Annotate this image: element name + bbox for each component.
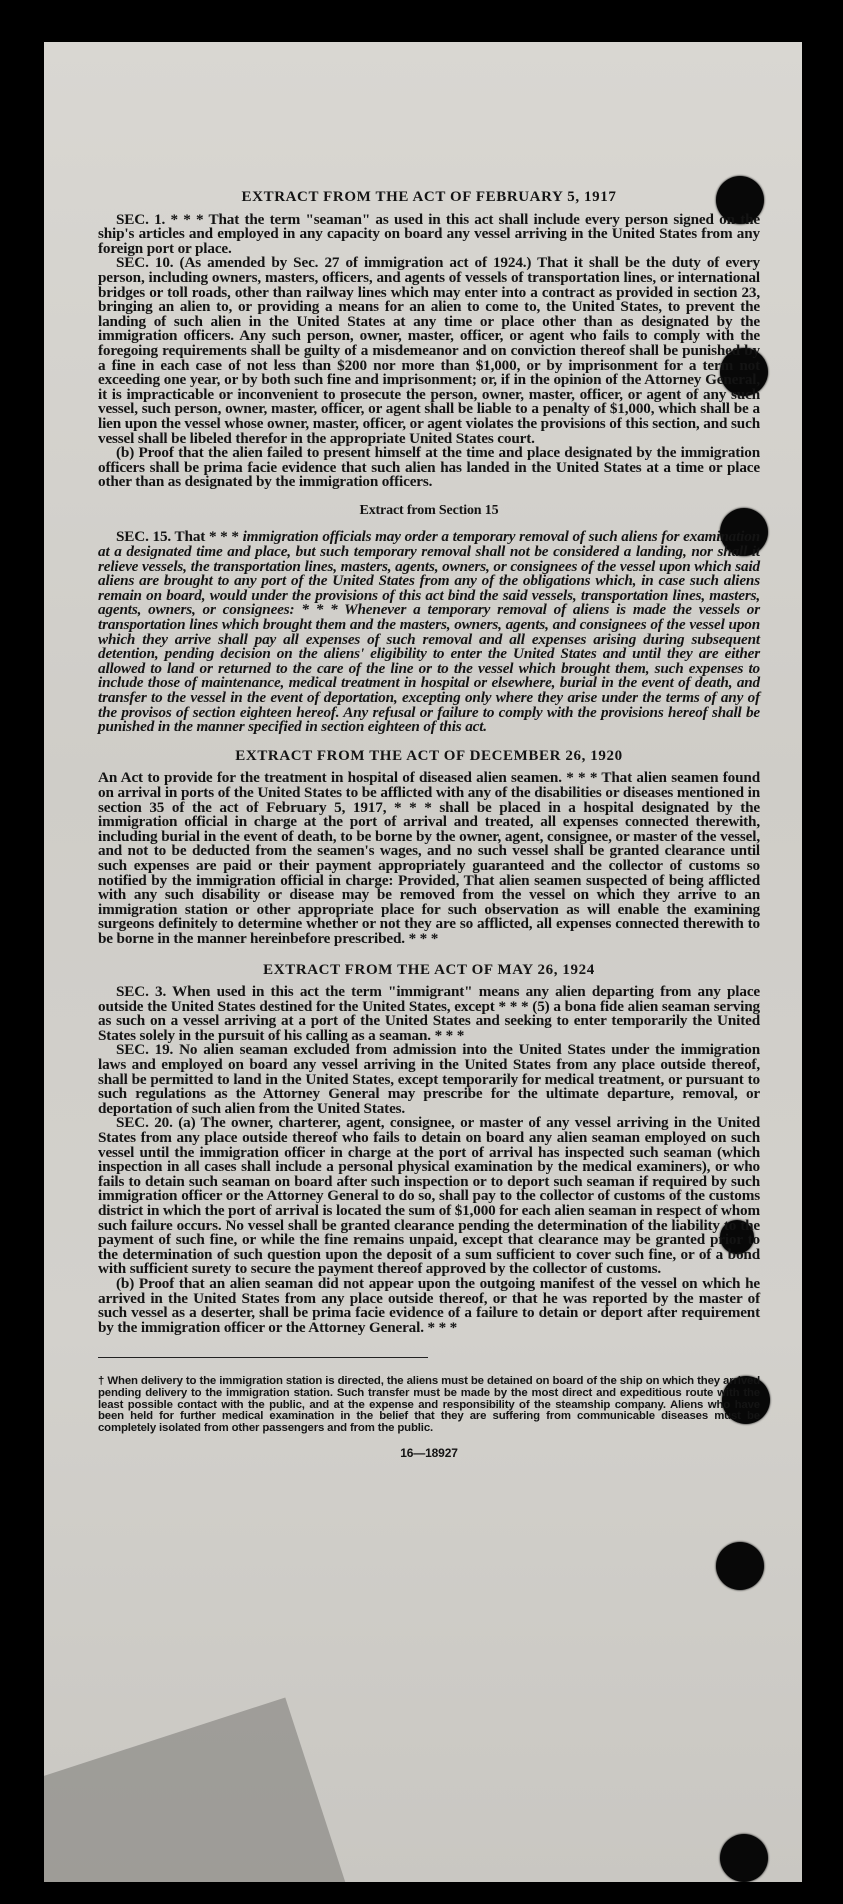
document-page — [44, 42, 802, 1882]
section-15-lead: SEC. 15. That * * * — [116, 528, 243, 546]
section-20b-paragraph: (b) Proof that an alien seaman did not appear upon the outgoing manifest of the vessel on which he arrived in the United States from any place outside thereof, or that he was reported by the master of such vessel as a deserter, shall be prima facie evidence of a failure to detain or deport after requirement by the immigration officer or the Attorney General. * * * — [98, 1274, 760, 1336]
section-15-paragraph — [98, 530, 760, 734]
heading-section-15: Extract from Section 15 — [359, 502, 499, 518]
section-20a-paragraph: SEC. 20. (a) The owner, charterer, agent, consignee, or master of any vessel arriving in the United States from any place outside thereof who fails to detain on board any alien seaman employed on such vessel until the immigration officer in charge at the port of arrival has inspected such seaman (which inspection in all cases shall include a personal physical examination by the medical examiners), or who fails to detain such seaman on board after such inspection or to deport such seaman if required by such immigration officer or the Attorney General to do so, shall pay to the collector of customs of the customs district in which the port of arrival is located the sum of $1,000 for each alien seaman in respect of whom such failure occurs. No vessel shall be granted clearance pending the determination of the liability to the payment of such fine, or while the fine remains unpaid, except that clearance may be granted prior to the determination of such question upon the deposit of a sum sufficient to cover such fine, or of a bond with sufficient surety to secure the payment thereof approved by the collector of customs. — [98, 1114, 760, 1278]
footnote: † When delivery to the immigration station is directed, the aliens must be detained on board of the ship on which they arrived pending delivery to the immigration station. Such transfer must be made by the most direct and expeditious route with the least possible contact with the public, and at the expense and responsibility of the steamship company. Aliens who have been held for further medical examination in the belief that they are suffering from communicable diseases must be completely isolated from other passengers and from the public. — [98, 1375, 760, 1434]
heading-act-1917: EXTRACT FROM THE ACT OF FEBRUARY 5, 1917 — [241, 189, 617, 205]
section-1-paragraph: SEC. 1. * * * That the term "seaman" as used in this act shall include every person signed on the ship's articles and employed in any capacity on board any vessel arriving in the United States from any foreign port or place. — [98, 210, 760, 257]
punch-hole-7 — [720, 1834, 768, 1882]
section-19-paragraph: SEC. 19. No alien seaman excluded from admission into the United States under the immigration laws and employed on board any vessel arriving in the United States from any place outside thereof, shall be permitted to land in the United States, except temporarily for medical treatment, or pursuant to such regulations as the Attorney General may prescribe for the ultimate departure, removal, or deportation of such alien from the United States. — [98, 1041, 760, 1117]
section-10-paragraph: SEC. 10. (As amended by Sec. 27 of immigration act of 1924.) That it shall be the duty of every person, including owners, masters, officers, and agents of vessels of transportation lines, or international bridges or toll roads, other than railway lines which may enter into a contract as provided in section 23, bringing an alien to, or providing a means for an alien to come to, the United States, to prevent the landing of such alien in the United States at any time or place other than as designated by the immigration officers. Any such person, owner, master, officer, or agent who fails to comply with the foregoing requirements shall be guilty of a misdemeanor and on conviction thereof shall be punished by a fine in each case of not less than $200 nor more than $1,000, or by imprisonment for a term not exceeding one year, or by both such fine and imprisonment; or, if in the opinion of the Attorney General, it is impracticable or inconvenient to prosecute the person, owner, master, officer, or agent of any such vessel, such person, owner, master, officer, or agent shall be liable to a penalty of $1,000, which shall be a lien upon the vessel whose owner, master, officer, or agent violates the provisions of this section, and such vessel shall be libeled therefor in the appropriate United States court. — [98, 254, 760, 447]
footnote-divider — [98, 1357, 428, 1358]
section-3-paragraph: SEC. 3. When used in this act the term "immigrant" means any alien departing from any place outside the United States destined for the United States, except * * * (5) a bona fide alien seaman serving as such on a vessel arriving at a port of the United States and seeking to enter temporarily the United States solely in the pursuit of his calling as a seaman. * * * — [98, 983, 760, 1044]
section-10b-paragraph: (b) Proof that the alien failed to present himself at the time and place designated by the immigration officers shall be prima facie evidence that such alien has landed in the United States at a time or place other than as designated by the immigration officers. — [98, 444, 760, 491]
heading-act-1924: EXTRACT FROM THE ACT OF MAY 26, 1924 — [263, 961, 595, 978]
punch-hole-6 — [716, 1542, 764, 1590]
print-number: 16—18927 — [400, 1446, 458, 1461]
act-1920-paragraph: An Act to provide for the treatment in hospital of diseased alien seamen. * * * That alien seamen found on arrival in ports of the United States to be afflicted with any of the disabilities or diseases mentioned in section 35 of the act of February 5, 1917, * * * shall be placed in a hospital designated by the immigration official in charge at the port of arrival and treated, all expenses connected therewith, including burial in the event of death, to be borne by the owner, agent, consignee, or master of the vessel, and not to be deducted from the seamen's wages, and no such vessel shall be granted clearance until such expenses are paid or their payment appropriately guaranteed and the collector of customs so notified by the immigration official in charge: Provided, That alien seamen suspected of being afflicted with any such disability or disease may be removed from the vessel on which they arrive to an immigration station or other appropriate place for such observation as will enable the examining surgeons definitely to determine whether or not they are so afflicted, all expenses connected therewith to be borne in the manner hereinbefore prescribed. * * * — [98, 769, 760, 947]
section-15-italic-text: immigration officials may order a temporary removal of such aliens for examination at a designated time and place, but such temporary removal shall not be considered a landing, nor shall it relieve vessels, the transportation lines, masters, agents, owners, or consignees of the vessel upon which said aliens are brought to any port of the United States from any of the obligations which, in case such aliens remain on board, would under the provisions of this act bind the said vessels, transportation lines, masters, agents, owners, or consignees: * * * Whenever a temporary removal of aliens is made the vessels or transportation lines which brought them and the masters, owners, agents, and consignees of the vessel upon which they arrive shall pay all expenses of such removal and all expenses arising during subsequent detention, pending decision on the aliens' eligibility to enter the United States and until they are either allowed to land or returned to the care of the line or to the vessel which brought them, such expenses to include those of maintenance, medical treatment in hospital or elsewhere, burial in the event of death, and transfer to the vessel in the event of deportation, excepting only where they arise under the terms of any of the provisos of section eighteen hereof. Any refusal or failure to comply with the provisions hereof shall be punished in the manner specified in section eighteen of this act. — [98, 528, 760, 736]
document-body — [98, 42, 760, 1461]
heading-act-1920: EXTRACT FROM THE ACT OF DECEMBER 26, 1920 — [235, 747, 623, 764]
